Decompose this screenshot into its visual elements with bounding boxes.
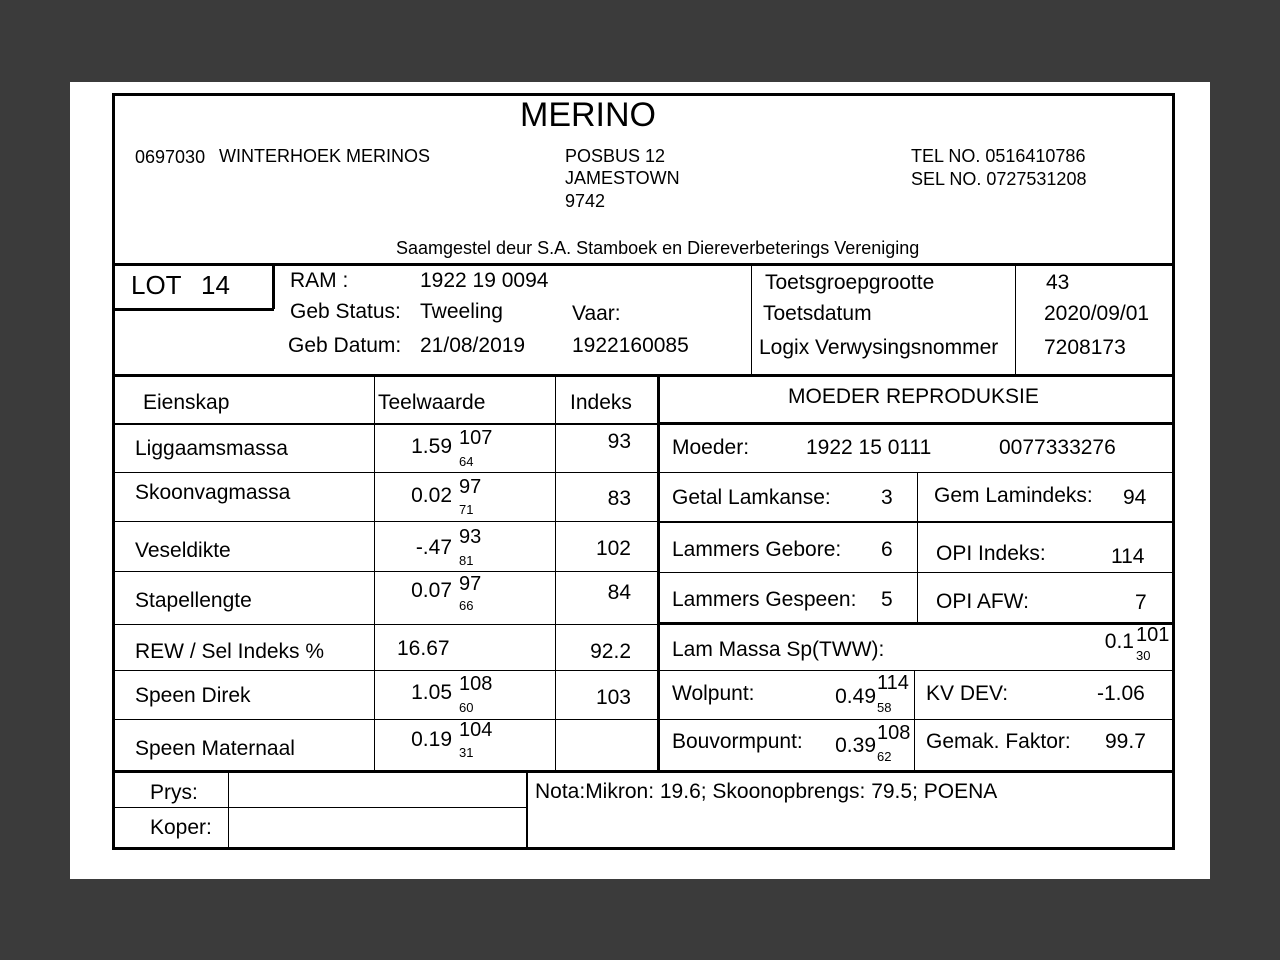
- sire-label: Vaar:: [572, 302, 621, 325]
- traits-row-rule: [112, 670, 658, 671]
- lambs-weaned-label: Lammers Gespeen:: [672, 588, 857, 611]
- compiled-by-note: Saamgestel deur S.A. Stamboek en Diereverbeterings Vereniging: [396, 238, 920, 258]
- trait-name: Veseldikte: [135, 539, 231, 562]
- traits-right-border: [657, 376, 660, 772]
- trait-breeding-value: 1.59: [411, 435, 452, 458]
- trait-index-superscript: 104: [459, 719, 493, 741]
- mother-col-divider-lower: [914, 671, 915, 771]
- table-bottom-divider: [112, 770, 1175, 773]
- opi-afw-label: OPI AFW:: [936, 590, 1029, 613]
- trait-breeding-value: 0.02: [411, 484, 452, 507]
- trait-accuracy-subscript: 60: [459, 700, 474, 715]
- address-line-3: 9742: [565, 191, 606, 211]
- test-date-value: 2020/09/01: [1044, 302, 1150, 325]
- lambs-born-label: Lammers Gebore:: [672, 538, 842, 561]
- test-group-size-value: 43: [1046, 271, 1070, 294]
- price-label: Prys:: [150, 781, 198, 804]
- trait-accuracy-subscript: 31: [459, 745, 474, 760]
- wool-points-subscript: 58: [877, 700, 892, 715]
- birth-status-value: Tweeling: [420, 300, 503, 323]
- trait-index: 83: [607, 487, 631, 510]
- traits-col-divider-2: [555, 376, 556, 771]
- trait-breeding-value: 16.67: [397, 637, 450, 660]
- lamb-mass-superscript: 101: [1136, 624, 1170, 646]
- traits-row-rule: [112, 472, 658, 473]
- breed-title: MERINO: [520, 96, 656, 134]
- trait-name: REW / Sel Indeks %: [135, 640, 325, 663]
- logix-reference-value: 7208173: [1044, 336, 1126, 359]
- trait-name: Stapellengte: [135, 589, 252, 612]
- breeder-id: 0697030: [135, 147, 206, 167]
- lot-number: 14: [201, 270, 230, 300]
- ram-test-divider: [751, 265, 752, 375]
- traits-row-rule: [112, 571, 658, 572]
- birth-date-label: Geb Datum:: [288, 334, 402, 357]
- traits-row-rule: [112, 521, 658, 522]
- trait-accuracy-subscript: 71: [459, 502, 474, 517]
- birth-date-value: 21/08/2019: [420, 334, 526, 357]
- test-value-divider: [1015, 265, 1016, 375]
- breeder-name: WINTERHOEK MERINOS: [219, 146, 431, 166]
- avg-lamb-index-value: 94: [1123, 486, 1147, 509]
- mother-reproduction-heading: MOEDER REPRODUKSIE: [788, 385, 1039, 408]
- footer-row-rule: [112, 807, 528, 808]
- trait-index-superscript: 107: [459, 427, 493, 449]
- buyer-field[interactable]: [240, 816, 520, 840]
- trait-index: 84: [607, 581, 631, 604]
- test-date-label: Toetsdatum: [763, 302, 872, 325]
- traits-row-rule: [112, 719, 658, 720]
- address-line-1: POSBUS 12: [565, 146, 666, 166]
- dam-label: Moeder:: [672, 436, 750, 459]
- lamb-mass-subscript: 30: [1136, 648, 1151, 663]
- sire-id: 1922160085: [572, 334, 689, 357]
- lamb-mass-label: Lam Massa Sp(TWW):: [672, 638, 885, 661]
- trait-index-superscript: 97: [459, 573, 482, 595]
- test-group-size-label: Toetsgroepgrootte: [765, 271, 935, 294]
- trait-index: 92.2: [590, 640, 631, 663]
- dam-number: 0077333276: [999, 436, 1116, 459]
- lot-box-bottom: [112, 308, 274, 311]
- trait-index: 103: [595, 686, 631, 709]
- logix-reference-label: Logix Verwysingsnommer: [759, 336, 999, 359]
- trait-accuracy-subscript: 64: [459, 454, 474, 469]
- footer-label-divider: [228, 772, 229, 848]
- mother-row-rule: [658, 670, 1175, 671]
- index-column-header: Indeks: [570, 391, 632, 414]
- kv-dev-value: -1.06: [1097, 682, 1145, 705]
- trait-breeding-value: -.47: [415, 536, 452, 559]
- address-line-2: JAMESTOWN: [565, 168, 680, 188]
- trait-name: Speen Direk: [135, 684, 251, 707]
- lot-label: LOT: [131, 270, 182, 300]
- conformation-points-value: 0.39: [835, 734, 876, 757]
- mother-row-rule: [658, 719, 1175, 720]
- traits-col-divider-1: [374, 376, 375, 771]
- wool-points-superscript: 114: [877, 672, 909, 694]
- wool-points-value: 0.49: [835, 685, 876, 708]
- trait-column-header: Eienskap: [143, 391, 230, 414]
- breeding-value-column-header: Teelwaarde: [378, 391, 486, 414]
- trait-breeding-value: 0.07: [411, 579, 452, 602]
- trait-index-superscript: 97: [459, 476, 482, 498]
- trait-index-superscript: 93: [459, 526, 482, 548]
- ram-label: RAM :: [290, 269, 349, 292]
- birth-status-label: Geb Status:: [290, 300, 401, 323]
- conformation-points-superscript: 108: [877, 722, 911, 744]
- dam-id: 1922 15 0111: [806, 436, 932, 459]
- trait-name: Speen Maternaal: [135, 737, 295, 760]
- trait-index-superscript: 108: [459, 673, 493, 695]
- opi-index-value: 114: [1111, 545, 1145, 568]
- cell-number: SEL NO. 0727531208: [911, 169, 1087, 189]
- trait-breeding-value: 1.05: [411, 681, 452, 704]
- mother-col-divider: [917, 473, 918, 623]
- trait-index: 102: [595, 537, 631, 560]
- frame-bottom-border: [112, 847, 1175, 850]
- trait-breeding-value: 0.19: [411, 728, 452, 751]
- lamb-chances-label: Getal Lamkanse:: [672, 486, 831, 509]
- avg-lamb-index-label: Gem Lamindeks:: [934, 484, 1093, 507]
- trait-name: Skoonvagmassa: [135, 481, 291, 504]
- ram-id: 1922 19 0094: [420, 269, 549, 292]
- kv-dev-label: KV DEV:: [926, 682, 1009, 705]
- conformation-points-label: Bouvormpunt:: [672, 730, 803, 753]
- lambs-born-value: 6: [881, 538, 893, 561]
- opi-index-label: OPI Indeks:: [936, 542, 1046, 565]
- trait-index: 93: [607, 430, 631, 453]
- lamb-chances-value: 3: [881, 486, 893, 509]
- factor-label: Gemak. Faktor:: [926, 730, 1071, 753]
- price-field[interactable]: [240, 781, 520, 805]
- trait-accuracy-subscript: 81: [459, 553, 474, 568]
- traits-row-rule: [112, 624, 658, 625]
- conformation-points-subscript: 62: [877, 749, 892, 764]
- traits-header-rule: [112, 423, 658, 425]
- footer-col-divider: [526, 772, 528, 848]
- wool-points-label: Wolpunt:: [672, 682, 755, 705]
- lamb-mass-value: 0.1: [1104, 630, 1134, 653]
- mother-header-rule: [658, 422, 1175, 425]
- lambs-weaned-value: 5: [881, 588, 893, 611]
- opi-afw-value: 7: [1135, 591, 1147, 614]
- trait-name: Liggaamsmassa: [135, 437, 288, 460]
- note-text: Nota:Mikron: 19.6; Skoonopbrengs: 79.5; POENA: [535, 780, 998, 803]
- trait-accuracy-subscript: 66: [459, 598, 474, 613]
- telephone-number: TEL NO. 0516410786: [911, 146, 1086, 166]
- lot-box-right: [272, 263, 275, 309]
- factor-value: 99.7: [1105, 730, 1146, 753]
- buyer-label: Koper:: [150, 816, 212, 839]
